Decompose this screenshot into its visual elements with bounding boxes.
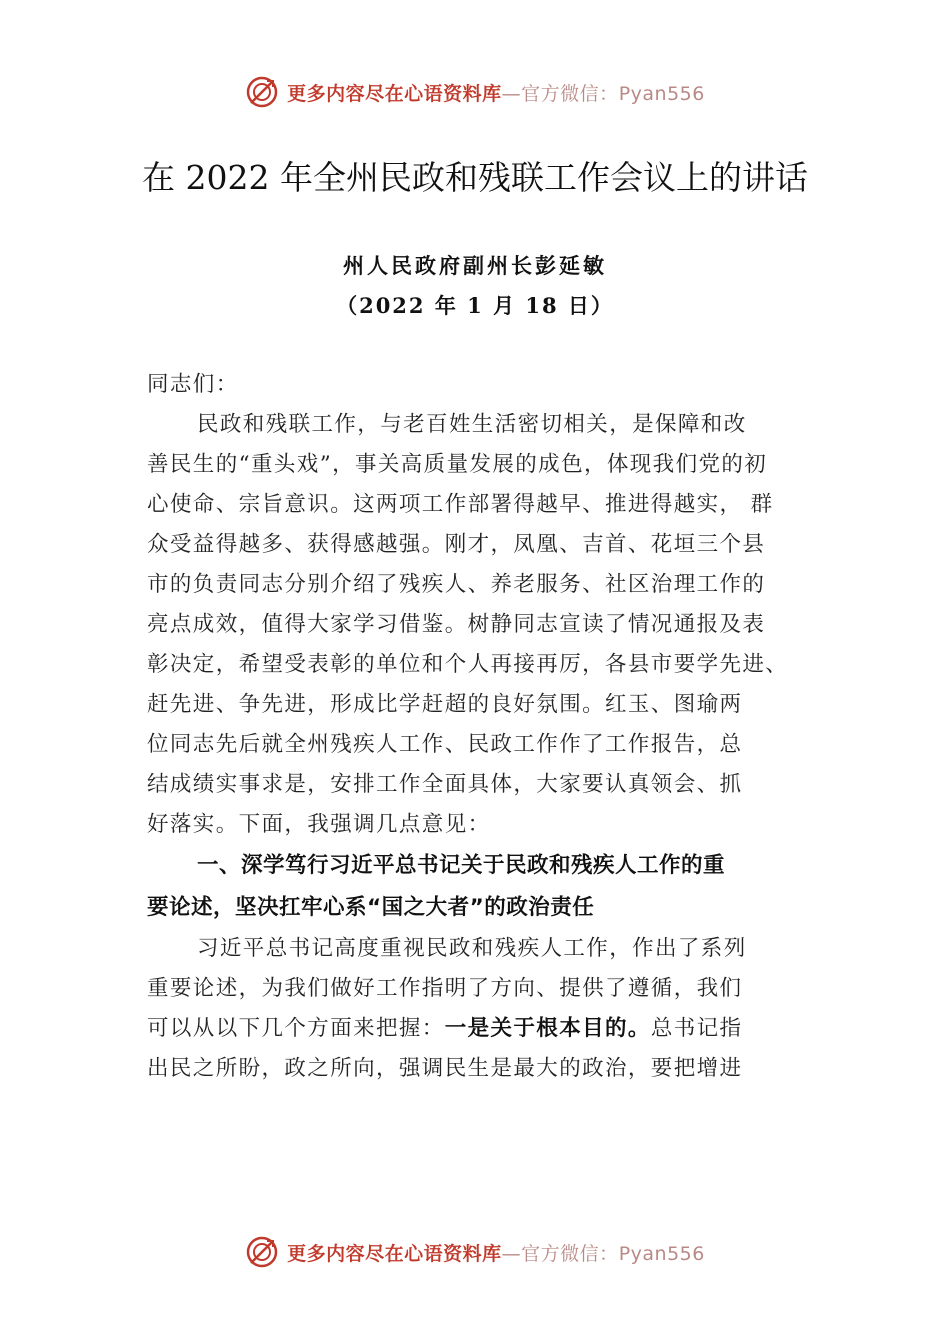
watermark-account: Pyan556 [618, 82, 705, 105]
watermark-account: Pyan556 [618, 1242, 705, 1265]
para1-line: 善民生的“重头戏”，事关高质量发展的成色，体现我们党的初 [147, 452, 768, 477]
watermark-text: 更多内容尽在心语资料库 [287, 82, 502, 105]
para1-line: 众受益得越多、获得感越强。刚才，凤凰、吉首、花垣三个县 [147, 532, 766, 557]
brand-logo-icon [245, 75, 279, 109]
watermark-sep: —官方微信： [501, 82, 619, 105]
watermark-header [0, 72, 950, 112]
para1-line: 好落实。下面，我强调几点意见： [147, 812, 491, 837]
document-author: 州人民政府副州长彭延敏 [343, 253, 607, 278]
para2-line: 习近平总书记高度重视民政和残疾人工作，作出了系列 [197, 936, 747, 961]
para1-line: 市的负责同志分别介绍了残疾人、养老服务、社区治理工作的 [147, 572, 766, 597]
document-date: （2022 年 1 月 18 日） [336, 293, 614, 318]
section-heading-line: 一、深学笃行习近平总书记关于民政和残疾人工作的重 [197, 853, 726, 878]
para2-line [147, 1009, 847, 1049]
para2-line: 出民之所盼，政之所向，强调民生是最大的政治，要把增进 [147, 1056, 743, 1081]
document-title: 在 2022 年全州民政和残联工作会议上的讲话 [142, 158, 808, 197]
watermark-sep: —官方微信： [501, 1242, 619, 1265]
para2-text: 总书记指 [650, 1016, 743, 1041]
watermark-footer [0, 1232, 950, 1272]
para1-line: 结成绩实事求是，安排工作全面具体，大家要认真领会、抓 [147, 772, 743, 797]
para2-emphasis: 一是关于根本目的。 [444, 1016, 651, 1041]
brand-logo-icon [245, 1235, 279, 1269]
document-body [147, 365, 847, 1089]
para1-line: 位同志先后就全州残疾人工作、民政工作作了工作报告，总 [147, 732, 743, 757]
para1-line: 彰决定，希望受表彰的单位和个人再接再厉，各县市要学先进、 [147, 652, 789, 677]
para1-line: 赶先进、争先进，形成比学赶超的良好氛围。红玉、图瑜两 [147, 692, 743, 717]
watermark-text: 更多内容尽在心语资料库 [287, 1242, 502, 1265]
para1-line: 民政和残联工作，与老百姓生活密切相关，是保障和改 [197, 412, 747, 437]
section-heading-line: 要论述，坚决扛牢心系“国之大者”的政治责任 [147, 895, 595, 920]
greeting: 同志们： [147, 372, 239, 397]
para1-line: 心使命、宗旨意识。这两项工作部署得越早、推进得越实， 群 [147, 492, 774, 517]
para1-line: 亮点成效，值得大家学习借鉴。树静同志宣读了情况通报及表 [147, 612, 766, 637]
para2-line: 重要论述，为我们做好工作指明了方向、提供了遵循，我们 [147, 976, 743, 1001]
para2-text: 可以从以下几个方面来把握： [147, 1016, 445, 1041]
